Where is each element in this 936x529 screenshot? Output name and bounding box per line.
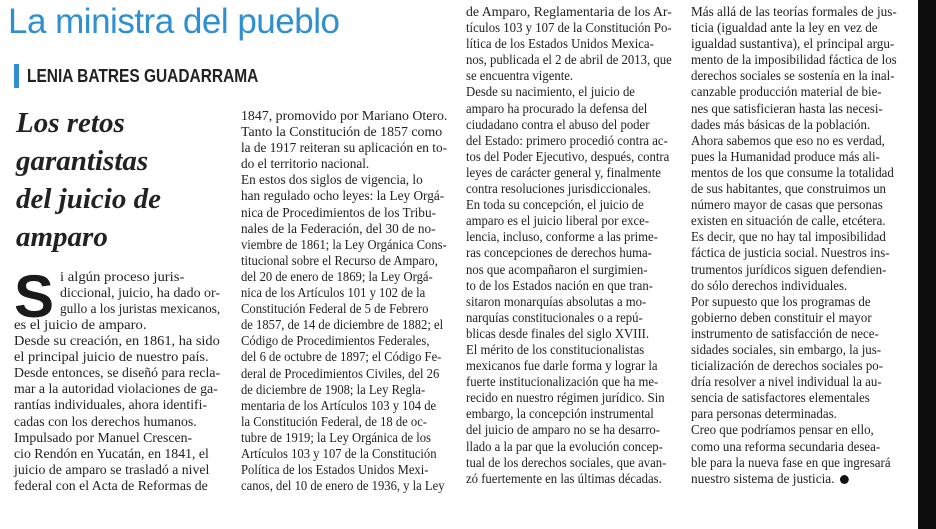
text-line: cadas con los derechos humanos. [14, 413, 197, 429]
text-line: sencia de satisfactores elementales [691, 390, 870, 406]
text-line: rantías individuales, ahora identifi- [14, 397, 208, 413]
section-masthead: La ministra del pueblo [8, 2, 340, 41]
text-line: el principal juicio de nuestro país. [14, 349, 209, 365]
headline-line: garantistas [16, 145, 149, 177]
text-line: Código de Procedimientos Federales, [241, 333, 430, 349]
text-line: Tanto la Constitución de 1857 como [241, 124, 443, 140]
drop-cap: S [14, 263, 55, 330]
text-line: nales de la Federación, del 30 de no- [241, 220, 436, 236]
text-line: Política de los Estados Unidos Mexi- [241, 462, 429, 478]
text-line: En estos dos siglos de vigencia, lo [241, 172, 423, 188]
text-line: del 6 de octubre de 1897; el Código Fe- [241, 349, 442, 365]
text-line: igualdad sustantiva), el principal argu- [691, 36, 895, 52]
text-line: nica de los Artículos 101 y 102 de la [241, 285, 426, 301]
text-line: como una reforma secundaria desea- [691, 438, 881, 454]
text-line: llado a la par que la evolución concep- [466, 438, 663, 454]
text-line: gobierno deben constituir el mayor [691, 309, 872, 325]
text-line: han regulado ocho leyes: la Ley Orgá- [241, 188, 445, 204]
text-line: nuestro sistema de justicia. [691, 471, 903, 487]
text-line: tubre de 1919; la Ley Orgánica de los [241, 429, 431, 445]
text-line: Creo que podríamos pensar en ello, [691, 422, 874, 438]
text-line: contra resoluciones jurisdiccionales. [466, 181, 651, 197]
author-accent-bar [14, 64, 19, 88]
text-line: canzable producción material de bie- [691, 84, 882, 100]
text-line: diccional, juicio, ha dado or- [60, 285, 221, 301]
text-line: amparo es el juicio liberal por exce- [466, 213, 650, 229]
author-byline [14, 64, 296, 88]
text-line: blicas desde finales del siglo XVIII. [466, 325, 650, 341]
text-line: amparo ha procurado la defensa del [466, 100, 648, 116]
column-2 [241, 108, 463, 494]
text-line: nos que acompañaron el surgimien- [466, 261, 648, 277]
text-line: lítica de los Estados Unidos Mexica- [466, 36, 654, 52]
text-line: fuerte institucionalización que ha me- [466, 374, 659, 390]
text-line: de Amparo, Reglamentaria de los Ar- [466, 4, 672, 19]
column-1 [14, 317, 221, 494]
text-line: trumentos jurídicos siguen defendien- [691, 261, 887, 277]
text-line: ticialización de derechos sociales po- [691, 358, 884, 374]
author-name: LENIA BATRES GUADARRAMA [27, 65, 259, 86]
text-line: ras concepciones de derechos huma- [466, 245, 652, 261]
text-line: mento de la imposibilidad fáctica de los [691, 52, 897, 68]
text-line: Desde su nacimiento, el juicio de [466, 84, 635, 100]
text-line: del juicio de amparo no se ha desarro- [466, 422, 661, 438]
text-line: canos, del 10 de enero de 1936, y la Ley [241, 478, 445, 494]
text-line: pues la Humanidad produce más ali- [691, 148, 880, 164]
text-line: Por supuesto que los programas de [691, 293, 871, 309]
headline-line: amparo [16, 221, 108, 253]
text-line: Desde entonces, se diseñó para recla- [14, 365, 221, 381]
text-line: Artículos 103 y 107 de la Constitución [241, 445, 437, 461]
text-line: de sus habitantes, que construimos un [691, 181, 886, 197]
headline-line: Los retos [16, 107, 125, 139]
column-4 [691, 4, 908, 487]
text-line: para personas determinadas. [691, 406, 837, 422]
headline-line: del juicio de [16, 183, 161, 215]
text-line: Desde su creación, en 1861, ha sido [14, 333, 220, 349]
text-line: se encuentra vigente. [466, 68, 574, 84]
text-line: nos, publicada el 2 de abril de 2013, que [466, 52, 672, 68]
text-line: El mérito de los constitucionalistas [466, 341, 645, 357]
text-line: la de 1917 reiteran su aplicación en to- [241, 140, 447, 156]
text-line: existen en situación de calle, etcétera. [691, 213, 886, 229]
text-line: recido en nuestro régimen jurídico. Sin [466, 390, 665, 406]
text-line: tos del Poder Ejecutivo, después, contra [466, 148, 670, 164]
article-headline [16, 104, 241, 256]
text-line: viembre de 1861; la Ley Orgánica Cons- [241, 236, 447, 252]
text-line: Constitución Federal de 5 de Febrero [241, 301, 429, 317]
text-line: mar a la autoridad violaciones de ga- [14, 381, 218, 397]
text-line: embargo, la concepción instrumental [466, 406, 654, 422]
text-line: narquías constitucionales o a repú- [466, 309, 643, 325]
text-line: tual de los derechos sociales, que avan- [466, 454, 667, 470]
text-line: gullo a los juristas mexicanos, [60, 301, 221, 317]
text-line: de diciembre de 1908; la Ley Regla- [241, 381, 426, 397]
text-line: deral de Procedimientos Civiles, del 26 [241, 365, 440, 381]
text-line: Más allá de las teorías formales de jus- [691, 4, 897, 19]
text-line: 1847, promovido por Mariano Otero. [241, 108, 448, 123]
text-line: del Estado: primero procedió contra ac- [466, 132, 668, 148]
text-line: zó fuertemente en las últimas décadas. [466, 470, 662, 486]
text-line: Es decir, que no hay tal imposibilidad [691, 229, 886, 245]
text-line: federal con el Acta de Reformas de [14, 477, 208, 493]
text-line: tículos 103 y 107 de la Constitución Po- [466, 20, 672, 36]
text-line: instrumento de satisfacción de nece- [691, 325, 879, 341]
text-line: la Constitución Federal, de 18 de oc- [241, 413, 428, 429]
text-line: es el juicio de amparo. [14, 317, 147, 332]
text-line: titucional sobre el Recurso de Amparo, [241, 252, 438, 268]
text-line: ticia (igualdad ante la ley en vez de [691, 20, 878, 36]
text-line: ciudadano contra el abuso del poder [466, 116, 650, 132]
text-line: sitaron monarquías absolutas a mo- [466, 293, 647, 309]
text-line: mentaria de los Artículos 103 y 104 de [241, 397, 437, 413]
text-line: nes que satisficieran hasta las necesi- [691, 100, 883, 116]
text-line: dades más básicas de la población. [691, 116, 871, 132]
text-line: sidades sociales, sin embargo, la jus- [691, 341, 882, 357]
text-line: leyes de carácter general y, finalmente [466, 164, 661, 180]
text-line: Impulsado por Manuel Crescen- [14, 429, 193, 445]
text-line: mexicanos fue darle forma y lograr la [466, 358, 658, 374]
dark-scan-edge [918, 0, 936, 529]
text-line: do el territorio nacional. [241, 156, 370, 172]
text-line: to de los Estados nación en que tran- [466, 277, 653, 293]
text-line: derechos sociales se sostenía en la inal- [691, 68, 895, 84]
text-line: juicio de amparo se trasladó a nivel [14, 461, 210, 477]
text-line: fáctica de justicia social. Nuestros ins- [691, 245, 890, 261]
text-line: ble para la nueva fase en que ingresará [691, 454, 891, 470]
text-line: En toda su concepción, el juicio de [466, 197, 644, 213]
text-line: dría resolver a nivel individual la au- [691, 374, 882, 390]
text-line: i algún proceso juris- [60, 269, 185, 284]
text-line: Ahora sabemos que eso no es verdad, [691, 132, 885, 148]
end-of-article-dot-icon [840, 475, 849, 484]
text-line: do sólo derechos individuales. [691, 277, 848, 293]
text-line: número mayor de casas que personas [691, 197, 883, 213]
text-line: mentos de los que consume la totalidad [691, 164, 894, 180]
text-line: de 1857, de 14 de diciembre de 1882; el [241, 317, 444, 333]
text-line: lencia, incluso, conforme a las prime- [466, 229, 658, 245]
text-line: nica de Procedimientos de los Tribu- [241, 204, 437, 220]
text-line: cio Rendón en Yucatán, en 1841, el [14, 445, 209, 461]
column-3 [466, 4, 686, 487]
text-line: del 20 de enero de 1869; la Ley Orgá- [241, 268, 433, 284]
column-1-dropcap-text [60, 269, 224, 317]
